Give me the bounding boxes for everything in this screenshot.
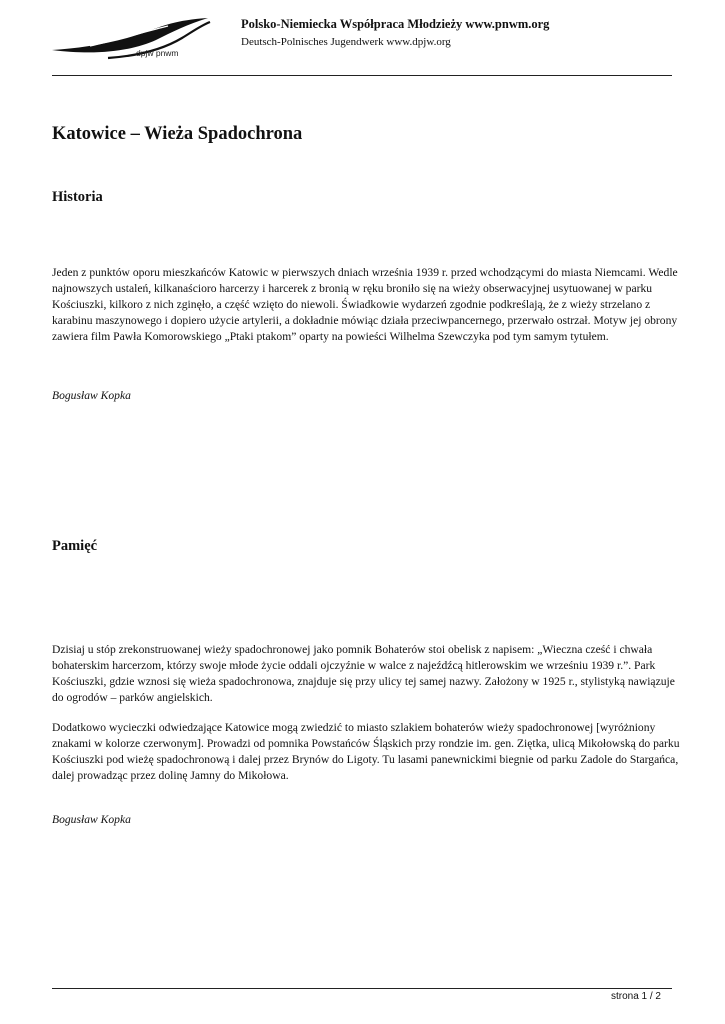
dpjw-pnwm-logo xyxy=(50,14,215,68)
header-divider xyxy=(52,75,672,76)
author-credit: Bogusław Kopka xyxy=(52,813,131,826)
page-title: Katowice – Wieża Spadochrona xyxy=(52,124,303,144)
footer-divider xyxy=(52,988,672,989)
section-heading-pamiec: Pamięć xyxy=(52,538,98,554)
org-line-pnwm: Polsko-Niemiecka Współpraca Młodzieży www.pnwm.org xyxy=(241,17,550,31)
section-paragraph: Dodatkowo wycieczki odwiedzające Katowice mogą zwiedzić to miasto szlakiem bohaterów wieży spadochronowej [wyróżniony znakami w kolorze czerwonym]. Prowadzi od pomnika Powstańców Śląskich przy rondzie im. gen. Ziętka, ulicą Mikołowską do parku Kościuszki pod wieżę spadochronową i dalej przez Brynów do Ligoty. Tu lasami panewnickimi biegnie od parku Zadole do Stargańca, dalej prowadząc przez dolinę Jamny do Mikołowa. xyxy=(52,721,680,782)
author-credit: Bogusław Kopka xyxy=(52,389,131,402)
section-paragraph: Jeden z punktów oporu mieszkańców Katowic w pierwszych dniach września 1939 r. przed wchodzącymi do miasta Niemcami. Wedle najnowszych ustaleń, kilkanaścioro harcerzy i harcerek z bronią w ręku broniło się na wieży obserwacyjnej usytuowanej w parku Kościuszki, kilkoro z nich zginęło, a część wzięto do niewoli. Świadkowie wydarzeń zgodnie podkreślają, że z wieży strzelano z karabinu maszynowego i dopiero użycie artylerii, a dokładnie mówiąc działa przeciwpancernego, przerwało ostrzał. Motyw jej obrony zawiera film Pawła Komorowskiego „Ptaki ptakom” oparty na powieści Wilhelma Szewczyka pod tym samym tytułem. xyxy=(52,266,678,343)
section-paragraph: Dzisiaj u stóp zrekonstruowanej wieży spadochronowej jako pomnik Bohaterów stoi obelisk z napisem: „Wieczna cześć i chwała bohaterskim harcerzom, którzy swoje młode życie oddali ojczyźnie w walce z najeźdźcą hitlerowskim we wrześniu 1939 r.”. Park Kościuszki, gdzie wznosi się wieża spadochronowa, znajduje się przy ulicy tej samej nazwy. Założony w 1925 r., stylistyką nawiązuje do ogrodów – parków angielskich. xyxy=(52,643,675,704)
logo-text: dpjw pnwm xyxy=(136,48,179,58)
page-number: strona 1 / 2 xyxy=(610,991,661,1002)
section-heading-historia: Historia xyxy=(52,189,103,205)
org-line-dpjw: Deutsch-Polnisches Jugendwerk www.dpjw.org xyxy=(241,36,451,48)
